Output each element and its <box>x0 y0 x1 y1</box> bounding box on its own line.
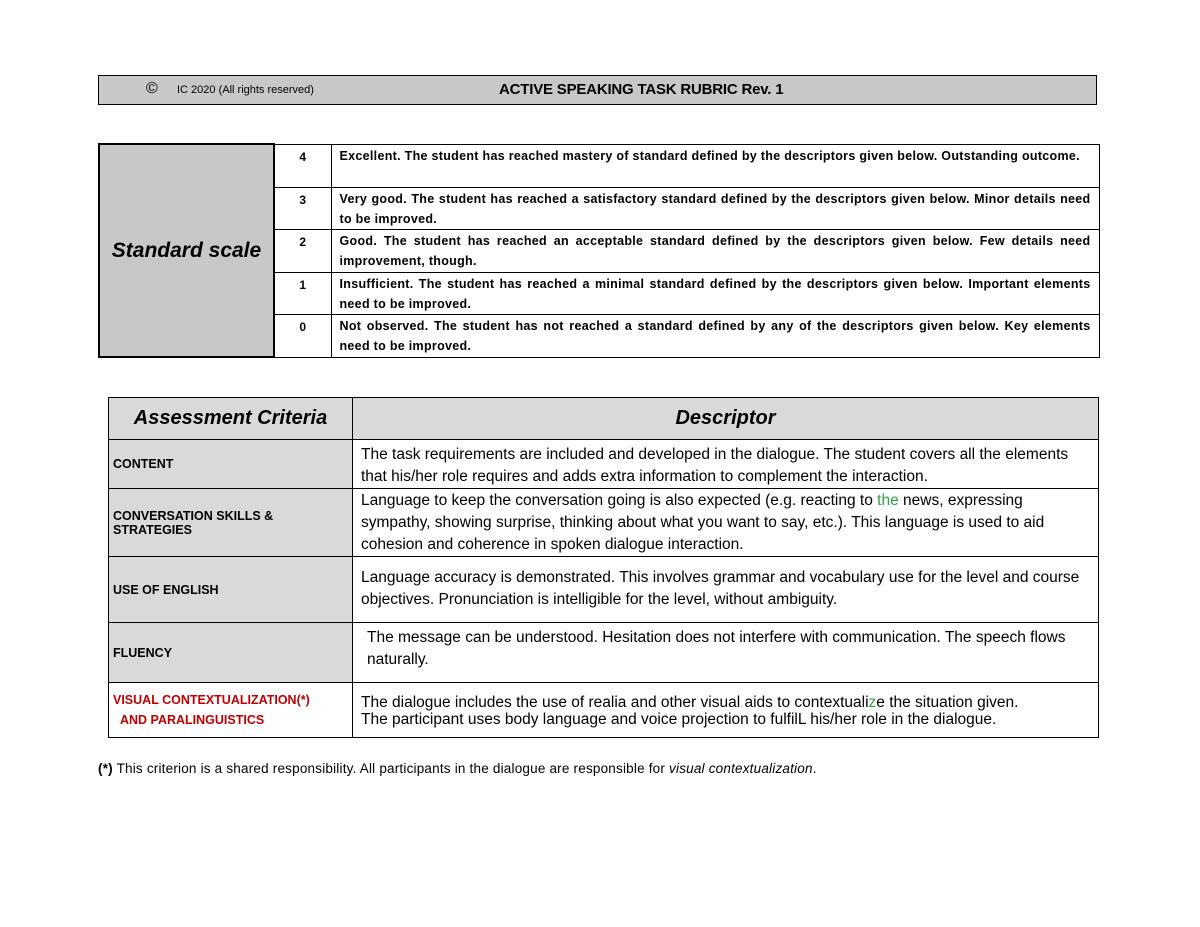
assessment-criteria-table <box>108 397 1099 738</box>
scale-description: Very good. The student has reached a satisfactory standard defined by the descriptors given below. Minor details need to be improved. <box>331 187 1099 229</box>
scale-description: Good. The student has reached an acceptable standard defined by the descriptors given below. Few details need improvement, though. <box>331 229 1099 272</box>
criterion-name: CONVERSATION SKILLS & STRATEGIES <box>109 489 353 557</box>
criterion-name: VISUAL CONTEXTUALIZATION(*) AND PARALINGUISTICS <box>109 683 353 738</box>
footnote-emphasis: visual contextualization <box>669 761 813 776</box>
copyright-text: IC 2020 (All rights reserved) <box>177 84 314 96</box>
scale-description: Excellent. The student has reached mastery of standard defined by the descriptors given below. Outstanding outcome. <box>331 144 1099 187</box>
scale-score: 0 <box>274 314 331 357</box>
criterion-name: FLUENCY <box>109 623 353 683</box>
copyright-icon: © <box>146 80 158 97</box>
criterion-descriptor: Language to keep the conversation going is also expected (e.g. reacting to the news, expressing sympathy, showing surprise, thinking about what you want to say, etc.). This language is used to aid cohesion and coherence in spoken dialogue interaction. <box>353 489 1099 557</box>
table-row <box>109 683 1099 738</box>
criterion-name: USE OF ENGLISH <box>109 557 353 623</box>
scale-description: Insufficient. The student has reached a minimal standard defined by the descriptors given below. Important elements need to be improved. <box>331 272 1099 314</box>
criterion-descriptor: The dialogue includes the use of realia and other visual aids to contextualize the situation given. The participant uses body language and voice projection to fulfilL his/her role in the dialogue. <box>353 683 1099 738</box>
criterion-descriptor: The task requirements are included and developed in the dialogue. The student covers all the elements that his/her role requires and adds extra information to complement the interaction. <box>353 440 1099 489</box>
highlighted-word: the <box>877 492 899 509</box>
page-title: ACTIVE SPEAKING TASK RUBRIC Rev. 1 <box>499 81 784 98</box>
standard-scale-table <box>98 143 1100 358</box>
document-header <box>98 75 1097 105</box>
criterion-name: CONTENT <box>109 440 353 489</box>
scale-description: Not observed. The student has not reached a standard defined by any of the descriptors given below. Key elements need to be improved. <box>331 314 1099 357</box>
table-row <box>109 623 1099 683</box>
table-header-row <box>109 398 1099 440</box>
scale-score: 1 <box>274 272 331 314</box>
scale-score: 4 <box>274 144 331 187</box>
descriptor-column-header: Descriptor <box>353 398 1099 440</box>
standard-scale-label: Standard scale <box>99 144 274 357</box>
criterion-descriptor: Language accuracy is demonstrated. This involves grammar and vocabulary use for the level and course objectives. Pronunciation is intelligible for the level, without ambiguity. <box>353 557 1099 623</box>
table-row <box>99 144 1099 187</box>
criteria-column-header: Assessment Criteria <box>109 398 353 440</box>
table-row <box>109 489 1099 557</box>
table-row <box>109 557 1099 623</box>
table-row <box>109 440 1099 489</box>
scale-score: 2 <box>274 229 331 272</box>
footnote: (*) This criterion is a shared responsibility. All participants in the dialogue are responsible for visual contextualization. <box>98 761 817 776</box>
criterion-descriptor: The message can be understood. Hesitation does not interfere with communication. The speech flows naturally. <box>353 623 1099 683</box>
footnote-marker: (*) <box>98 761 113 776</box>
highlighted-letter: z <box>868 694 877 711</box>
footnote-text: This criterion is a shared responsibility. All participants in the dialogue are responsible for <box>112 761 670 776</box>
scale-score: 3 <box>274 187 331 229</box>
